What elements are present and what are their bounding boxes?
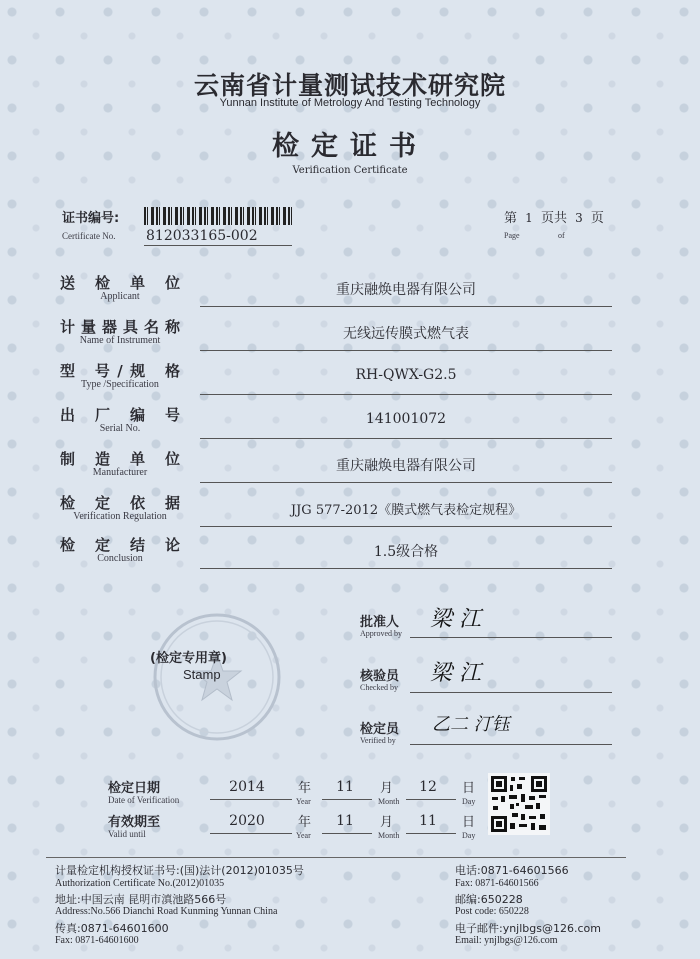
approved-label-zh: 批准人 [360, 615, 400, 630]
verified-signature: 乙二 汀钰 [432, 714, 510, 735]
field-underline [200, 306, 612, 307]
page-total: 3 [575, 211, 583, 225]
approved-label-en: Approved by [360, 629, 402, 638]
institute-name-zh: 云南省计量测试技术研究院 [193, 71, 506, 100]
document-title-en: Verification Certificate [292, 165, 408, 176]
field-label-en-manufacturer: Manufacturer [92, 467, 148, 478]
valid-year-unit-zh: 年 [298, 815, 312, 830]
field-value-serial: 141001072 [365, 411, 447, 427]
verification-date-label-zh: 检定日期 [108, 781, 161, 796]
cert-no-underline [144, 245, 292, 246]
page-zh-1: 第 [504, 211, 518, 226]
verification-date-label-en: Date of Verification [108, 795, 180, 805]
verification-day-underline [406, 799, 456, 800]
valid-day-unit-zh: 日 [462, 815, 476, 830]
verification-day-unit-en: Day [462, 797, 476, 806]
field-label-en-applicant: Applicant [100, 291, 140, 302]
page-en: Page [504, 231, 520, 240]
field-label-regulation: 检 定 依 据 [60, 494, 180, 512]
field-label-type: 型 号/规 格 [60, 362, 180, 380]
valid-year-unit-en: Year [296, 831, 311, 840]
verified-label-zh: 检定员 [360, 722, 400, 737]
document-title-zh: 检定证书 [272, 131, 428, 162]
valid-until-label-en: Valid until [108, 829, 146, 839]
stamp-label-zh: (检定专用章) [150, 651, 227, 666]
footer-email-zh: 电子邮件:ynjlbgs@126.com [455, 922, 601, 935]
verification-day-unit-zh: 日 [462, 781, 476, 796]
valid-day-underline [406, 833, 456, 834]
footer-auth-zh: 计量检定机构授权证书号:(国)法计(2012)01035号 [55, 864, 304, 877]
field-value-manufacturer: 重庆融焕电器有限公司 [336, 458, 476, 474]
page-current: 1 [525, 211, 533, 225]
approved-signature: 梁 江 [430, 607, 481, 632]
footer-tel-fax-en: Fax: 0871-64601566 [455, 878, 539, 889]
verification-month-underline [322, 799, 372, 800]
field-underline [200, 438, 612, 439]
field-label-instrument: 计量器具名称 [60, 318, 180, 336]
field-underline [200, 568, 612, 569]
field-label-manufacturer: 制 造 单 位 [60, 450, 180, 468]
verification-month-unit-zh: 月 [380, 781, 394, 796]
footer-post-en: Post code: 650228 [455, 906, 529, 917]
verified-underline [410, 744, 612, 745]
verified-label-en: Verified by [360, 736, 396, 745]
cert-no-label-en: Certificate No. [62, 231, 116, 241]
field-underline [200, 394, 612, 395]
valid-year-underline [210, 833, 292, 834]
field-label-en-serial: Serial No. [99, 423, 141, 434]
field-underline [200, 350, 612, 351]
barcode [144, 207, 292, 225]
footer-address-en: Address:No.566 Dianchi Road Kunming Yunnan China [55, 906, 278, 917]
field-label-serial: 出 厂 编 号 [60, 406, 180, 424]
field-value-applicant: 重庆融焕电器有限公司 [336, 282, 476, 298]
cert-no-label-zh: 证书编号: [62, 211, 120, 226]
footer-fax-en: Fax: 0871-64601600 [55, 935, 139, 946]
cert-no-value: 812033165-002 [146, 228, 258, 244]
footer-post-zh: 邮编:650228 [455, 893, 523, 906]
checked-label-en: Checked by [360, 683, 398, 692]
page-indicator [504, 207, 604, 226]
field-value-regulation: JJG 577-2012《膜式燃气表检定规程》 [290, 503, 522, 518]
checked-underline [410, 692, 612, 693]
field-value-conclusion: 1.5级合格 [373, 544, 439, 560]
stamp-label-en: Stamp [183, 667, 221, 682]
valid-month-unit-zh: 月 [380, 815, 394, 830]
verification-month: 11 [336, 779, 354, 795]
valid-month-underline [322, 833, 372, 834]
page-zh-2: 页共 [540, 211, 567, 226]
field-label-en-regulation: Verification Regulation [73, 511, 167, 522]
valid-day: 11 [419, 813, 437, 829]
valid-month-unit-en: Month [378, 831, 400, 840]
valid-year: 2020 [229, 813, 265, 829]
footer-email-en: Email: ynjlbgs@126.com [455, 935, 558, 946]
field-label-en-type: Type /Specification [81, 379, 159, 390]
valid-day-unit-en: Day [462, 831, 476, 840]
approved-underline [410, 637, 612, 638]
footer-auth-en: Authorization Certificate No.(2012)01035 [55, 878, 225, 889]
footer-tel-zh: 电话:0871-64601566 [455, 864, 569, 877]
page-zh-3: 页 [590, 211, 604, 226]
footer-fax-zh: 传真:0871-64601600 [55, 922, 169, 935]
checked-signature: 梁 江 [430, 661, 481, 686]
field-value-instrument: 无线远传膜式燃气表 [343, 326, 469, 342]
field-label-en-conclusion: Conclusion [97, 553, 143, 564]
footer-divider [46, 857, 626, 858]
verification-day: 12 [419, 779, 437, 795]
checked-label-zh: 核验员 [360, 669, 400, 684]
footer-address-zh: 地址:中国云南 昆明市滇池路566号 [55, 893, 227, 906]
of-en: of [558, 231, 565, 240]
qr-code-graphic [488, 773, 550, 835]
valid-until-label-zh: 有效期至 [108, 815, 161, 830]
verification-year: 2014 [229, 779, 265, 795]
field-underline [200, 526, 612, 527]
field-label-en-instrument: Name of Instrument [79, 335, 161, 346]
verification-year-unit-en: Year [296, 797, 311, 806]
field-label-applicant: 送 检 单 位 [60, 274, 180, 292]
field-underline [200, 482, 612, 483]
verification-year-underline [210, 799, 292, 800]
qr-code [488, 773, 550, 835]
field-label-conclusion: 检 定 结 论 [60, 536, 180, 554]
valid-month: 11 [336, 813, 354, 829]
verification-month-unit-en: Month [378, 797, 400, 806]
verification-year-unit-zh: 年 [298, 781, 312, 796]
field-value-type: RH-QWX-G2.5 [355, 367, 457, 383]
institute-name-en: Yunnan Institute of Metrology And Testing Technology [219, 97, 481, 109]
